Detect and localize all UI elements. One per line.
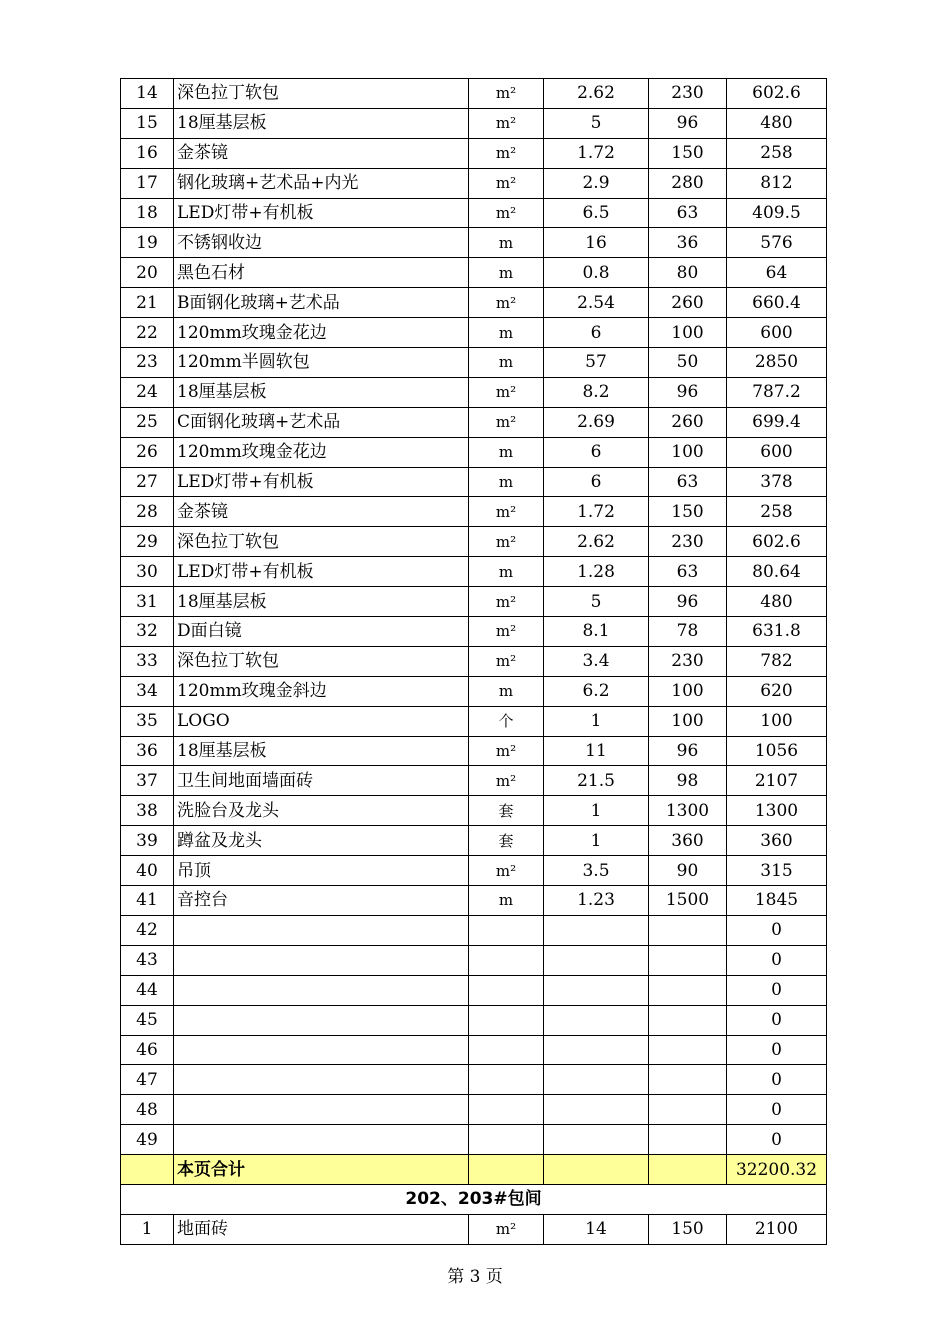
row-price [649,975,727,1005]
row-qty: 57 [544,348,649,378]
table-row [121,706,827,736]
subtotal-price-cell [649,1155,727,1185]
row-no: 32 [121,617,174,647]
table-row [121,198,827,228]
table-row [121,1005,827,1035]
row-name [174,1095,469,1125]
row-no: 37 [121,766,174,796]
row-no: 18 [121,198,174,228]
row-unit: m² [469,198,544,228]
row-price: 260 [649,407,727,437]
row-no: 15 [121,108,174,138]
row-name: D面白镜 [174,617,469,647]
row-qty: 6 [544,467,649,497]
table-row [121,975,827,1005]
row-unit: m² [469,646,544,676]
table-row [121,377,827,407]
row-qty [544,915,649,945]
row-qty [544,1125,649,1155]
row-total: 2100 [727,1214,827,1244]
row-no: 48 [121,1095,174,1125]
row-no: 24 [121,377,174,407]
row-name: 18厘基层板 [174,736,469,766]
row-qty [544,1035,649,1065]
row-no: 1 [121,1214,174,1244]
row-unit [469,1125,544,1155]
row-no: 25 [121,407,174,437]
row-no: 38 [121,796,174,826]
row-name: 深色拉丁软包 [174,79,469,109]
row-name [174,1065,469,1095]
row-no: 30 [121,557,174,587]
row-price: 98 [649,766,727,796]
row-unit: m² [469,856,544,886]
table-row [121,915,827,945]
row-total: 631.8 [727,617,827,647]
row-price: 360 [649,826,727,856]
row-no: 26 [121,437,174,467]
row-no: 21 [121,288,174,318]
row-qty: 5 [544,587,649,617]
quote-table [120,78,827,1245]
row-no: 42 [121,915,174,945]
subtotal-total: 32200.32 [727,1155,827,1185]
row-price: 36 [649,228,727,258]
table-row [121,1095,827,1125]
row-qty: 16 [544,228,649,258]
row-price [649,1095,727,1125]
row-name: C面钢化玻璃+艺术品 [174,407,469,437]
row-name: 120mm半圆软包 [174,348,469,378]
row-name: 120mm玫瑰金斜边 [174,676,469,706]
row-price: 96 [649,587,727,617]
row-price: 78 [649,617,727,647]
table-row [121,138,827,168]
row-name [174,945,469,975]
row-total: 2850 [727,348,827,378]
row-no: 43 [121,945,174,975]
row-name: 深色拉丁软包 [174,527,469,557]
row-price: 90 [649,856,727,886]
table-row [121,467,827,497]
row-name: 18厘基层板 [174,587,469,617]
table-row [121,288,827,318]
row-name: 黑色石材 [174,258,469,288]
row-price: 260 [649,288,727,318]
row-unit: m² [469,138,544,168]
row-name: 金茶镜 [174,497,469,527]
row-price: 230 [649,79,727,109]
row-total: 409.5 [727,198,827,228]
row-unit: m² [469,108,544,138]
row-price: 230 [649,646,727,676]
row-no: 27 [121,467,174,497]
row-unit: m [469,676,544,706]
row-total: 0 [727,1095,827,1125]
row-qty: 5 [544,108,649,138]
row-qty: 3.4 [544,646,649,676]
row-name: LED灯带+有机板 [174,557,469,587]
row-unit: m² [469,168,544,198]
row-no: 47 [121,1065,174,1095]
row-name [174,1035,469,1065]
row-qty [544,1095,649,1125]
row-total: 480 [727,587,827,617]
row-price: 96 [649,108,727,138]
row-unit [469,945,544,975]
row-total: 660.4 [727,288,827,318]
table-row [121,945,827,975]
row-qty: 2.62 [544,79,649,109]
row-no: 44 [121,975,174,1005]
row-qty [544,945,649,975]
subtotal-row [121,1155,827,1185]
row-total: 258 [727,497,827,527]
row-total: 600 [727,437,827,467]
row-unit: m [469,557,544,587]
row-total: 0 [727,1005,827,1035]
row-price [649,1005,727,1035]
table-row [121,766,827,796]
table-row [121,1214,827,1244]
row-price [649,1035,727,1065]
table-row [121,108,827,138]
table-row [121,886,827,916]
row-qty: 1 [544,826,649,856]
row-no: 40 [121,856,174,886]
table-row [121,497,827,527]
row-name: 音控台 [174,886,469,916]
row-no: 41 [121,886,174,916]
row-unit [469,915,544,945]
row-total: 787.2 [727,377,827,407]
subtotal-unit-cell [469,1155,544,1185]
row-no: 23 [121,348,174,378]
row-no: 39 [121,826,174,856]
row-no: 16 [121,138,174,168]
row-no: 31 [121,587,174,617]
row-qty: 1 [544,796,649,826]
row-total: 64 [727,258,827,288]
section-header-row [121,1184,827,1214]
row-total: 0 [727,975,827,1005]
row-price [649,1125,727,1155]
table-row [121,826,827,856]
row-unit: 个 [469,706,544,736]
table-row [121,676,827,706]
row-total: 2107 [727,766,827,796]
table-row [121,617,827,647]
row-name [174,1125,469,1155]
row-unit: 套 [469,826,544,856]
row-price [649,945,727,975]
subtotal-label: 本页合计 [174,1155,469,1185]
page-number: 第 3 页 [447,1267,503,1287]
row-unit: m² [469,288,544,318]
row-qty: 3.5 [544,856,649,886]
row-total: 0 [727,1035,827,1065]
table-row [121,228,827,258]
row-unit: m [469,228,544,258]
table-row [121,437,827,467]
table-row [121,1125,827,1155]
row-name: LOGO [174,706,469,736]
row-price: 63 [649,467,727,497]
row-total: 1845 [727,886,827,916]
row-price: 50 [649,348,727,378]
row-unit: m² [469,407,544,437]
row-name: LED灯带+有机板 [174,198,469,228]
row-total: 602.6 [727,527,827,557]
row-unit: m² [469,587,544,617]
table-row [121,736,827,766]
row-qty [544,1065,649,1095]
row-unit: m² [469,766,544,796]
row-qty: 6.5 [544,198,649,228]
row-no: 46 [121,1035,174,1065]
row-price: 230 [649,527,727,557]
row-unit: m [469,258,544,288]
row-total: 620 [727,676,827,706]
row-total: 258 [727,138,827,168]
row-total: 378 [727,467,827,497]
row-unit: m² [469,377,544,407]
row-total: 315 [727,856,827,886]
row-no: 49 [121,1125,174,1155]
table-row [121,407,827,437]
row-price: 100 [649,706,727,736]
row-total: 360 [727,826,827,856]
row-no: 17 [121,168,174,198]
row-name: 120mm玫瑰金花边 [174,318,469,348]
row-price: 1300 [649,796,727,826]
subtotal-no-cell [121,1155,174,1185]
subtotal-qty-cell [544,1155,649,1185]
row-unit [469,1005,544,1035]
row-qty: 1.72 [544,138,649,168]
row-unit: m² [469,497,544,527]
row-total: 0 [727,1065,827,1095]
row-price: 80 [649,258,727,288]
row-qty: 0.8 [544,258,649,288]
row-name: 18厘基层板 [174,108,469,138]
row-total: 576 [727,228,827,258]
row-unit: m [469,886,544,916]
row-unit: m [469,437,544,467]
row-qty: 8.2 [544,377,649,407]
table-row [121,348,827,378]
row-price: 100 [649,318,727,348]
row-qty: 21.5 [544,766,649,796]
row-unit [469,1095,544,1125]
row-name [174,915,469,945]
row-name: 蹲盆及龙头 [174,826,469,856]
row-unit: m [469,348,544,378]
row-price [649,1065,727,1095]
row-price: 100 [649,437,727,467]
row-total: 782 [727,646,827,676]
row-no: 36 [121,736,174,766]
row-name: 吊顶 [174,856,469,886]
row-unit: m [469,318,544,348]
table-row [121,587,827,617]
row-qty: 2.62 [544,527,649,557]
table-row [121,258,827,288]
row-name: 卫生间地面墙面砖 [174,766,469,796]
row-qty: 2.9 [544,168,649,198]
table-row [121,318,827,348]
table-row [121,796,827,826]
row-price: 150 [649,1214,727,1244]
row-total: 602.6 [727,79,827,109]
row-qty [544,1005,649,1035]
row-total: 0 [727,945,827,975]
row-price: 1500 [649,886,727,916]
row-qty: 2.54 [544,288,649,318]
row-name: 18厘基层板 [174,377,469,407]
row-unit: m [469,467,544,497]
row-total: 100 [727,706,827,736]
row-no: 14 [121,79,174,109]
row-no: 22 [121,318,174,348]
row-no: 45 [121,1005,174,1035]
row-price: 63 [649,198,727,228]
row-name: 120mm玫瑰金花边 [174,437,469,467]
row-qty: 1.23 [544,886,649,916]
row-total: 1056 [727,736,827,766]
row-unit [469,1065,544,1095]
row-price: 280 [649,168,727,198]
row-total: 80.64 [727,557,827,587]
row-name: 不锈钢收边 [174,228,469,258]
row-name [174,1005,469,1035]
row-qty: 1 [544,706,649,736]
table-row [121,168,827,198]
row-qty: 11 [544,736,649,766]
table-row [121,856,827,886]
table-row [121,79,827,109]
row-qty [544,975,649,1005]
section-title: 202、203#包间 [121,1184,827,1214]
row-total: 812 [727,168,827,198]
row-qty: 1.72 [544,497,649,527]
row-price: 100 [649,676,727,706]
row-name: 钢化玻璃+艺术品+内光 [174,168,469,198]
row-unit: m² [469,617,544,647]
table-row [121,1065,827,1095]
row-qty: 6 [544,318,649,348]
row-qty: 8.1 [544,617,649,647]
row-unit [469,975,544,1005]
row-total: 1300 [727,796,827,826]
row-no: 29 [121,527,174,557]
row-total: 0 [727,915,827,945]
row-price [649,915,727,945]
row-unit: 套 [469,796,544,826]
row-qty: 14 [544,1214,649,1244]
row-qty: 2.69 [544,407,649,437]
row-price: 150 [649,138,727,168]
quote-table-body [121,79,827,1245]
row-qty: 6.2 [544,676,649,706]
row-no: 19 [121,228,174,258]
row-name [174,975,469,1005]
row-unit: m² [469,527,544,557]
row-no: 35 [121,706,174,736]
row-total: 0 [727,1125,827,1155]
row-price: 96 [649,736,727,766]
row-price: 150 [649,497,727,527]
row-no: 33 [121,646,174,676]
row-no: 34 [121,676,174,706]
row-price: 96 [649,377,727,407]
row-no: 20 [121,258,174,288]
row-unit [469,1035,544,1065]
row-qty: 6 [544,437,649,467]
row-name: 洗脸台及龙头 [174,796,469,826]
table-row [121,1035,827,1065]
row-name: LED灯带+有机板 [174,467,469,497]
row-total: 600 [727,318,827,348]
row-name: B面钢化玻璃+艺术品 [174,288,469,318]
row-unit: m² [469,1214,544,1244]
table-row [121,557,827,587]
row-total: 480 [727,108,827,138]
row-name: 金茶镜 [174,138,469,168]
row-unit: m² [469,79,544,109]
row-price: 63 [649,557,727,587]
row-name: 深色拉丁软包 [174,646,469,676]
table-row [121,527,827,557]
row-name: 地面砖 [174,1214,469,1244]
row-total: 699.4 [727,407,827,437]
table-row [121,646,827,676]
row-no: 28 [121,497,174,527]
row-qty: 1.28 [544,557,649,587]
row-unit: m² [469,736,544,766]
